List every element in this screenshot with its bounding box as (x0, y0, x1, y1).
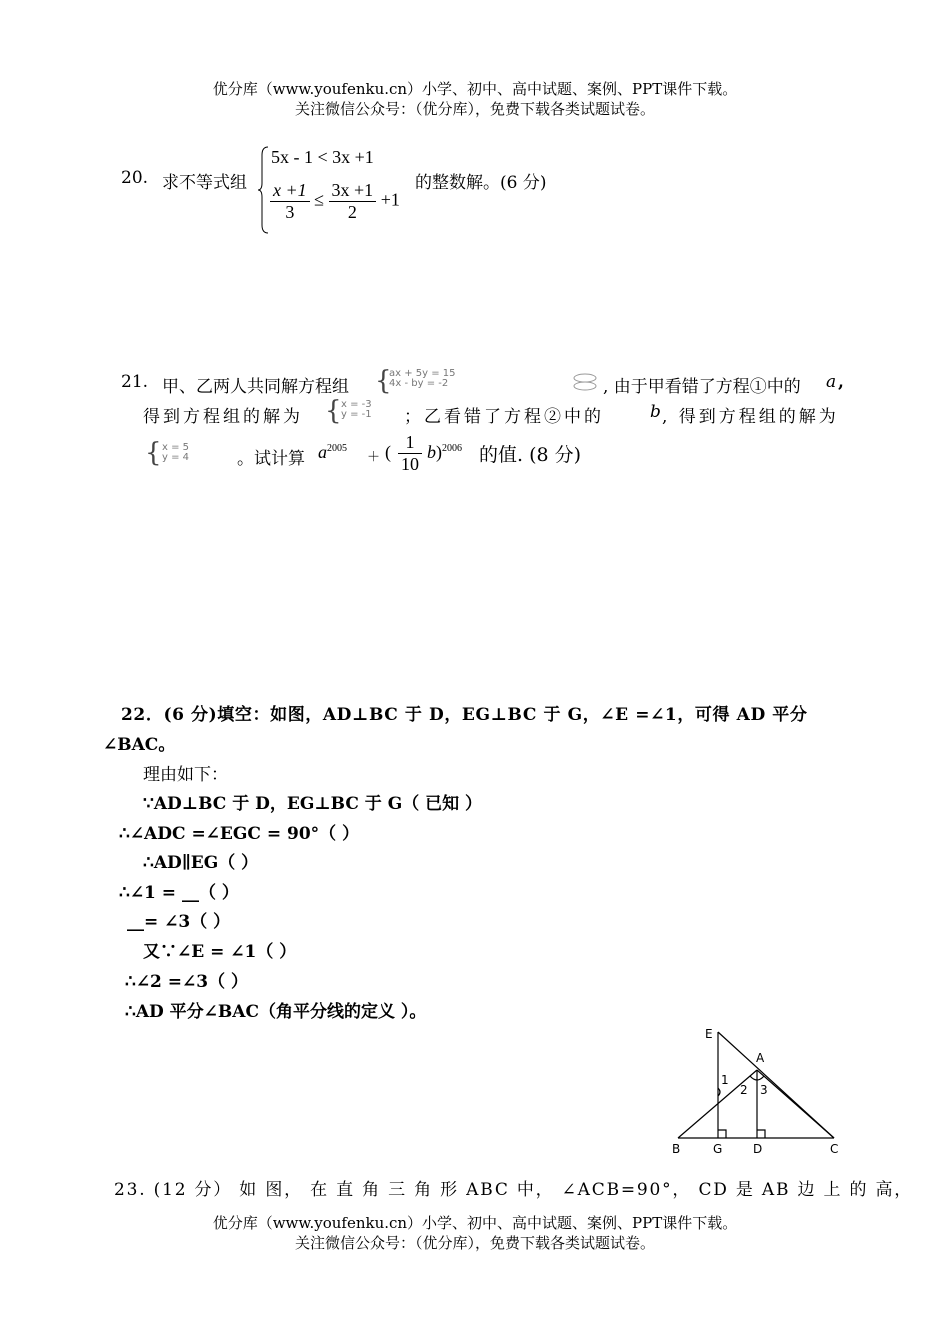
right-angle-g (718, 1130, 726, 1138)
q21-paren-open: ( (385, 442, 391, 462)
q21-exp1: 2005 (327, 443, 347, 454)
q21-line1: 甲、乙两人共同解方程组 (162, 377, 349, 397)
footer-line-1: 优分库（www.youfenku.cn）小学、初中、高中试题、案例、PPT课件下载。 (212, 1214, 738, 1232)
q22-line1: 22．(6 分)填空：如图，AD⊥BC 于 D，EG⊥BC 于 G，∠E =∠1，可得 AD 平分 (121, 705, 808, 725)
line-ec (718, 1032, 834, 1138)
q21-line2c: , 得到方程组的解为 (662, 407, 839, 427)
q21-line3b: 的值. (8 分) (479, 444, 582, 466)
q21-frac-den: 10 (401, 454, 419, 474)
q21-system-eq2: 4x - by = -2 (389, 378, 449, 389)
q21-sol2-x: x = 5 (162, 442, 190, 453)
q21-frac-num: 1 (398, 432, 422, 454)
q21-sol1-brace: { (325, 396, 342, 426)
q21-b-power: b)$^{2006}$ (427, 442, 462, 462)
q20-frac1-num: x +1 (270, 180, 310, 202)
q22-step-3: ∴AD∥EG（ ） (143, 853, 259, 873)
q21-line1-tail: , 由于甲看错了方程①中的 (603, 377, 801, 397)
q21-system (389, 369, 456, 389)
q21-solution-2 (162, 443, 189, 463)
label-1: 1 (721, 1073, 729, 1087)
q22-reason-title: 理由如下： (143, 765, 228, 785)
q21-var-b: b (650, 402, 661, 422)
q21-line2b: ；乙看错了方程②中的 (404, 407, 604, 427)
q21-a-power (318, 442, 347, 463)
q22-step-1: ∵AD⊥BC 于 D，EG⊥BC 于 G（ 已知 ） (143, 794, 483, 814)
label-d: D (753, 1142, 763, 1156)
q21-plus: ＋ (367, 450, 381, 465)
q21-number: 21. (121, 372, 149, 392)
q20-prompt: 求不等式组 (162, 173, 247, 193)
q21-exp2: 2006 (442, 443, 462, 454)
q21-line3a: 。试计算 (237, 449, 305, 469)
q20-left-brace (258, 145, 270, 235)
q21-comma: , (838, 372, 844, 392)
label-c: C (830, 1142, 839, 1156)
q20-plus-one: +1 (380, 189, 400, 210)
q21-solution-1 (341, 400, 372, 420)
q21-sol1-y: y = -1 (341, 409, 372, 420)
label-3: 3 (760, 1083, 768, 1097)
footer-line-2: 关注微信公众号：（优分库），免费下载各类试题试卷。 (294, 1234, 655, 1252)
q22-step-7: ∴∠2 =∠3（ ） (125, 972, 249, 992)
q21-a-base: a (318, 442, 327, 462)
q20-leq: ≤ (314, 189, 325, 210)
q21-sol2-y: y = 4 (162, 452, 190, 463)
q22-step-8: ∴AD 平分∠BAC（角平分线的定义 ）。 (125, 1002, 427, 1022)
q20-suffix: 的整数解。(6 分) (415, 173, 547, 193)
q21-b-base: b (427, 442, 436, 462)
q20-frac2-num: 3x +1 (329, 180, 377, 202)
label-g: G (713, 1142, 723, 1156)
q22-step-2: ∴∠ADC =∠EGC = 90°（ ） (119, 824, 360, 844)
geometry-figure (668, 1020, 848, 1160)
q22-step-4: ∴∠1 = __（ ） (119, 883, 239, 903)
q20-number: 20. (121, 168, 149, 188)
q21-sol2-brace: { (145, 438, 162, 468)
q22-line2: ∠BAC。 (103, 735, 176, 755)
q21-system-eq1: ax + 5y = 15 (389, 368, 456, 379)
q21-sol1-x: x = -3 (341, 399, 372, 410)
q21-fraction (398, 432, 422, 475)
label-b: B (672, 1142, 681, 1156)
q22-step-6: 又∵∠E = ∠1（ ） (143, 942, 297, 962)
label-2: 2 (740, 1083, 748, 1097)
label-a: A (756, 1051, 765, 1065)
q21-system-brace: { (375, 366, 392, 396)
q20-frac1-den: 3 (285, 202, 295, 222)
q23-line1: 23. (12 分） 如 图， 在 直 角 三 角 形 ABC 中， ∠ACB=90°， CD 是 AB 边 上 的 高， (114, 1180, 914, 1200)
q21-var-a: a (826, 372, 837, 392)
right-angle-d (757, 1130, 765, 1138)
q21-line2a: 得到方程组的解为 (143, 407, 303, 427)
header-line-2: 关注微信公众号：（优分库），免费下载各类试题试卷。 (294, 100, 655, 118)
q21-circled-marks (570, 372, 600, 392)
label-e: E (705, 1027, 713, 1041)
q22-step-5: __= ∠3（ ） (127, 912, 231, 932)
q20-inequality-2 (270, 180, 400, 223)
q20-inequality-1: 5x - 1 < 3x +1 (271, 147, 374, 167)
header-line-1: 优分库（www.youfenku.cn）小学、初中、高中试题、案例、PPT课件下载。 (212, 80, 738, 98)
q20-frac2-den: 2 (347, 202, 357, 222)
